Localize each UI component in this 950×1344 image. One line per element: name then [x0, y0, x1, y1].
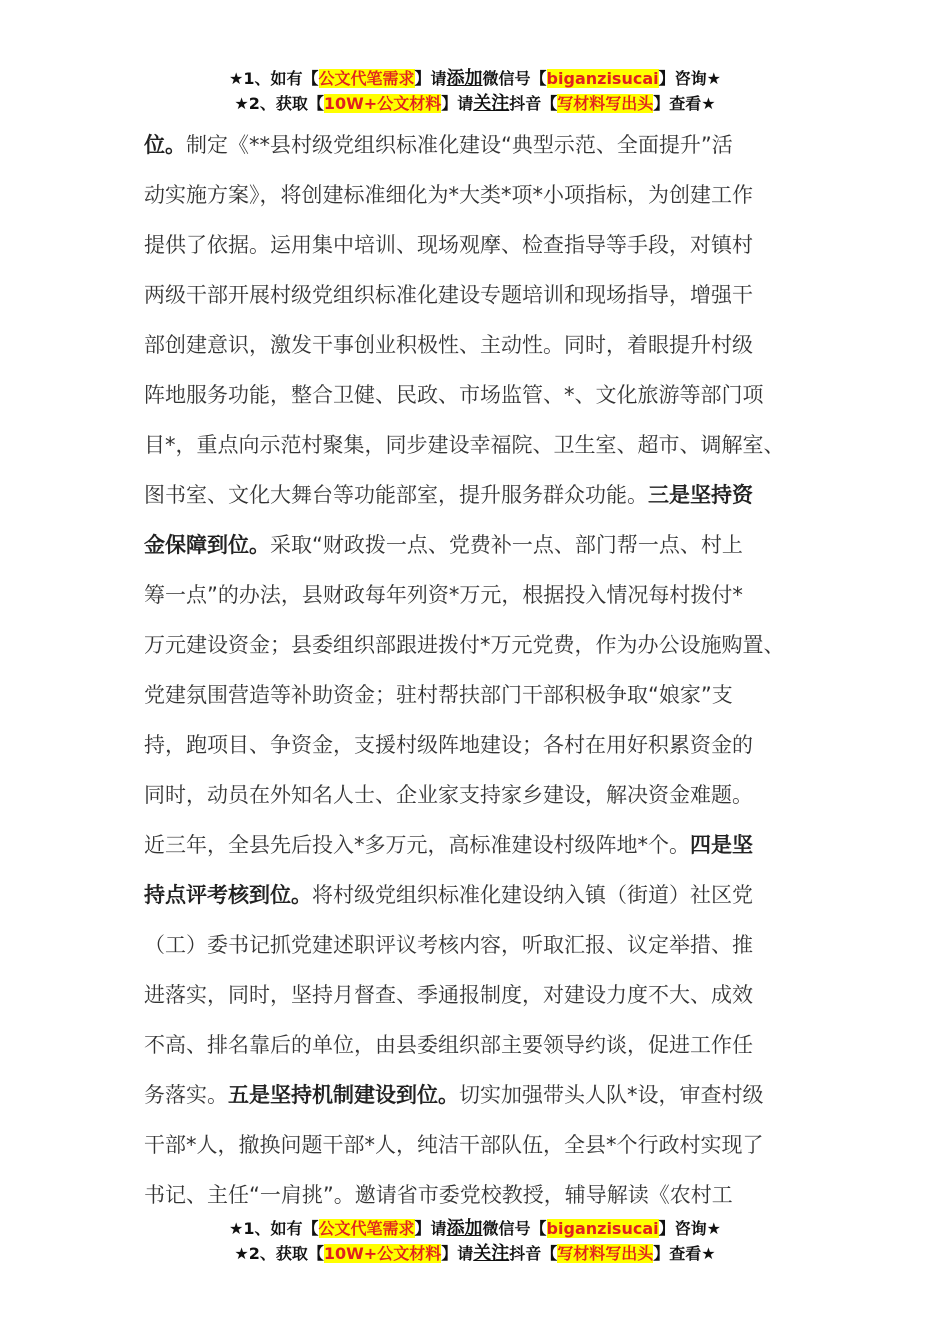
- text-line: [144, 420, 824, 470]
- bold-heading-text: 三是坚持资: [648, 483, 753, 507]
- text-line: [144, 820, 824, 870]
- body-text: 采取“财政拨一点、党费补一点、部门帮一点、村上: [270, 533, 743, 557]
- body-text: 党建氛围营造等补助资金；驻村帮扶部门干部积极争取“娘家”支: [144, 683, 733, 707]
- text-line: [144, 770, 824, 820]
- text-line: [144, 170, 824, 220]
- highlight-service: 公文代笔需求: [318, 69, 415, 88]
- bold-heading-text: 金保障到位。: [144, 533, 270, 557]
- text-line: [144, 570, 824, 620]
- body-text: 图书室、文化大舞台等功能部室，提升服务群众功能。: [144, 483, 648, 507]
- bold-heading-text: 四是坚: [690, 833, 753, 857]
- text-line: [144, 120, 824, 170]
- text-line: [144, 470, 824, 520]
- text-line: [144, 220, 824, 270]
- footer-banner-line-2: ★2、获取【10W+公文材料】请关注抖音【写材料写出头】查看★: [234, 1243, 716, 1264]
- highlight-wechat-id: biganzisucai: [546, 69, 659, 88]
- text-line: [144, 370, 824, 420]
- body-text: 两级干部开展村级党组织标准化建设专题培训和现场指导，增强干: [144, 283, 753, 307]
- bold-heading-text: 位。: [144, 133, 186, 157]
- text-line: [144, 870, 824, 920]
- body-text: 目*，重点向示范村聚集，同步建设幸福院、卫生室、超市、调解室、: [144, 433, 785, 457]
- text-line: [144, 720, 824, 770]
- body-text: 书记、主任“一肩挑”。邀请省市委党校教授，辅导解读《农村工: [144, 1183, 733, 1207]
- text-line: [144, 1170, 824, 1220]
- body-text: 提供了依据。运用集中培训、现场观摩、检查指导等手段，对镇村: [144, 233, 753, 257]
- highlight-materials: 10W+公文材料: [323, 1244, 442, 1263]
- highlight-douyin-account: 写材料写出头: [557, 1244, 654, 1263]
- text-line: [144, 620, 824, 670]
- body-text: 动实施方案》，将创建标准细化为*大类*项*小项指标，为创建工作: [144, 183, 753, 207]
- body-text: 持，跑项目、争资金，支援村级阵地建设；各村在用好积累资金的: [144, 733, 753, 757]
- text-line: [144, 920, 824, 970]
- body-text: 不高、排名靠后的单位，由县委组织部主要领导约谈，促进工作任: [144, 1033, 753, 1057]
- text-line: [144, 1020, 824, 1070]
- highlight-materials: 10W+公文材料: [323, 94, 442, 113]
- text-line: [144, 320, 824, 370]
- body-text: 干部*人，撤换问题干部*人，纯洁干部队伍，全县*个行政村实现了: [144, 1133, 764, 1157]
- text-line: [144, 270, 824, 320]
- text-line: [144, 670, 824, 720]
- text-line: [144, 970, 824, 1020]
- body-text: 近三年，全县先后投入*多万元，高标准建设村级阵地*个。: [144, 833, 690, 857]
- body-text: 筹一点”的办法，县财政每年列资*万元，根据投入情况每村拨付*: [144, 583, 743, 607]
- body-text: 阵地服务功能，整合卫健、民政、市场监管、*、文化旅游等部门项: [144, 383, 764, 407]
- footer-banner-line-1: ★1、如有【公文代笔需求】请添加微信号【biganzisucai】咨询★: [229, 1218, 721, 1239]
- header-banner-line-2: ★2、获取【10W+公文材料】请关注抖音【写材料写出头】查看★: [234, 93, 716, 114]
- body-text: 部创建意识，激发干事创业积极性、主动性。同时，着眼提升村级: [144, 333, 753, 357]
- text-line: [144, 1070, 824, 1120]
- highlight-wechat-id: biganzisucai: [546, 1219, 659, 1238]
- body-text: 切实加强带头人队*设，审查村级: [459, 1083, 764, 1107]
- body-text: 万元建设资金；县委组织部跟进拨付*万元党费，作为办公设施购置、: [144, 633, 785, 657]
- text-line: [144, 520, 824, 570]
- bold-heading-text: 五是坚持机制建设到位。: [228, 1083, 459, 1107]
- text-line: [144, 1120, 824, 1170]
- header-banner-line-1: ★1、如有【公文代笔需求】请添加微信号【biganzisucai】咨询★: [229, 68, 721, 89]
- body-text: 将村级党组织标准化建设纳入镇（街道）社区党: [312, 883, 753, 907]
- body-text: 进落实，同时，坚持月督查、季通报制度，对建设力度不大、成效: [144, 983, 753, 1007]
- body-text: （工）委书记抓党建述职评议考核内容，听取汇报、议定举措、推: [144, 933, 753, 957]
- bold-heading-text: 持点评考核到位。: [144, 883, 312, 907]
- document-body: [144, 120, 824, 1220]
- body-text: 同时，动员在外知名人士、企业家支持家乡建设，解决资金难题。: [144, 783, 753, 807]
- highlight-service: 公文代笔需求: [318, 1219, 415, 1238]
- body-text: 务落实。: [144, 1083, 228, 1107]
- highlight-douyin-account: 写材料写出头: [557, 94, 654, 113]
- body-text: 制定《**县村级党组织标准化建设“典型示范、全面提升”活: [186, 133, 733, 157]
